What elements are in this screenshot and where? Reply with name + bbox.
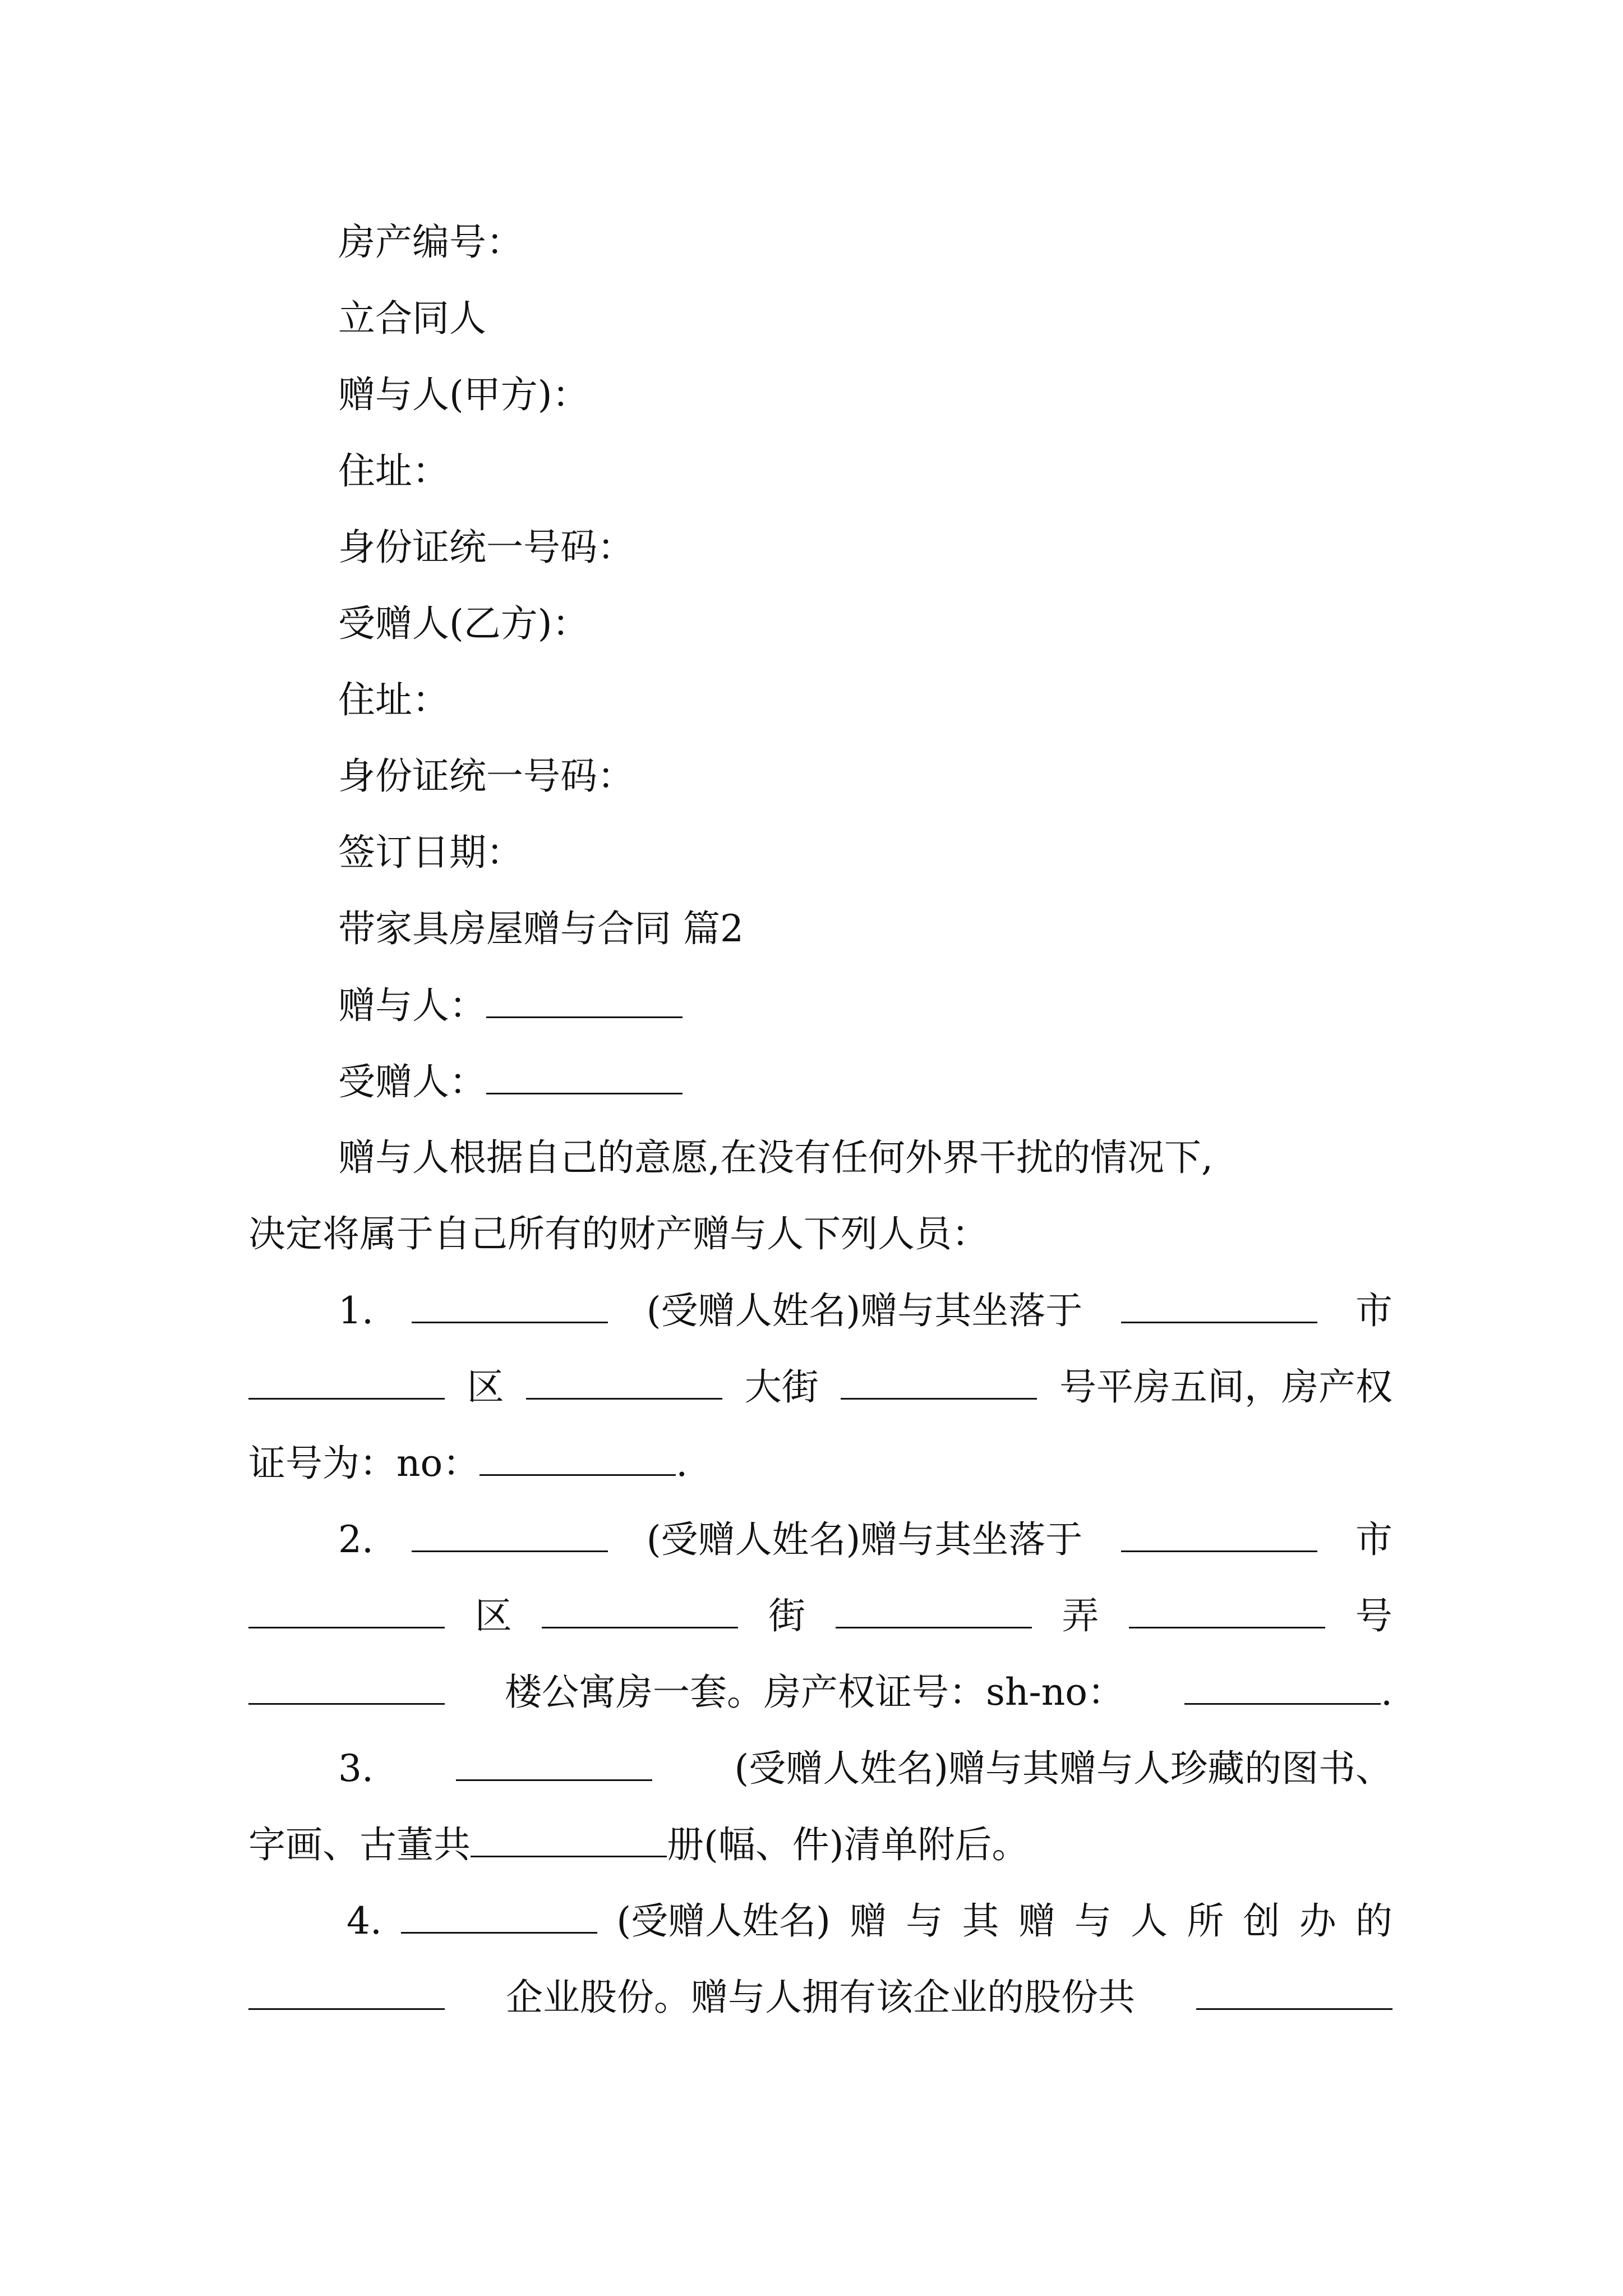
- item1-line-1: [338, 1288, 1393, 1333]
- item3-text-2b: 册(幅、件)清单附后。: [667, 1823, 1029, 1866]
- item2-end: .: [1381, 1671, 1393, 1714]
- item3-count-blank: [471, 1822, 667, 1857]
- item2-cert-blank: [1184, 1669, 1381, 1705]
- item1-line-3: [248, 1441, 688, 1486]
- item1-number-text: 号平房五间，房产权: [1059, 1365, 1393, 1409]
- item4-char-7: 人: [1131, 1899, 1168, 1943]
- item4-char-3: 与: [906, 1899, 943, 1943]
- item2-house-number: 号: [1355, 1594, 1393, 1637]
- section-title: 带家具房屋赠与合同 篇2: [338, 907, 744, 950]
- item2-lane: 弄: [1062, 1594, 1099, 1637]
- item2-street-blank: [542, 1593, 738, 1628]
- item4-char-5: 赠: [1018, 1899, 1055, 1943]
- item3-name-blank: [456, 1746, 652, 1781]
- item2-city: 市: [1355, 1518, 1393, 1561]
- donee-party-b-line: 受赠人(乙方)：: [338, 602, 589, 645]
- item2-name-blank: [412, 1517, 608, 1552]
- item1-district: 区: [467, 1365, 504, 1409]
- item4-char-11: 的: [1355, 1899, 1393, 1943]
- item4-char-10: 办: [1299, 1899, 1336, 1943]
- item1-end: .: [676, 1442, 688, 1485]
- item1-line-2: [248, 1364, 1393, 1410]
- item4-number: 4.: [347, 1899, 382, 1943]
- item3-number: 3.: [338, 1747, 374, 1790]
- item2-district: 区: [474, 1594, 512, 1637]
- item2-building-text: 楼公寓房一套。房产权证号：sh-no：: [505, 1671, 1124, 1714]
- intro-line-2: 决定将属于自己所有的财产赠与人下列人员：: [248, 1212, 989, 1255]
- item1-cert-label: 证号为：no：: [248, 1442, 480, 1485]
- donee-label: 受赠人：: [338, 1060, 486, 1103]
- item2-lane-blank: [836, 1593, 1032, 1628]
- item2-street: 街: [768, 1594, 806, 1637]
- item4-text-2: 企业股份。赠与人拥有该企业的股份共: [506, 1976, 1135, 2019]
- item2-line-3: [248, 1669, 1393, 1715]
- item3-text-2a: 字画、古董共: [248, 1823, 471, 1866]
- item1-number-blank: [841, 1364, 1037, 1400]
- item2-city-blank: [1121, 1517, 1317, 1552]
- item3-text: (受赠人姓名)赠与其赠与人珍藏的图书、: [734, 1747, 1393, 1790]
- donor-party-a-line: 赠与人(甲方)：: [338, 373, 589, 416]
- item2-number: 2.: [338, 1518, 374, 1561]
- donor-blank: [486, 983, 683, 1018]
- donee-id-line: 身份证统一号码：: [338, 754, 634, 798]
- property-number-line: 房产编号：: [338, 220, 523, 264]
- item1-cert-blank: [479, 1441, 676, 1476]
- donor-id-line: 身份证统一号码：: [338, 526, 634, 569]
- sign-date-line: 签订日期：: [338, 831, 523, 874]
- item2-building-blank: [248, 1669, 445, 1705]
- item4-char-9: 创: [1243, 1899, 1280, 1943]
- item4-line-2: [248, 1975, 1393, 2020]
- donor-label: 赠与人：: [338, 984, 486, 1027]
- item4-text-1: (受赠人姓名): [616, 1899, 831, 1943]
- item4-char-2: 赠: [850, 1899, 887, 1943]
- donee-address-line: 住址：: [338, 678, 449, 721]
- item3-line-1: [338, 1746, 1393, 1791]
- item1-street: 大街: [744, 1365, 819, 1409]
- item1-district-blank: [248, 1364, 445, 1400]
- item2-line-1: [338, 1517, 1393, 1562]
- item4-char-4: 其: [962, 1899, 999, 1943]
- item4-shares-blank: [1196, 1975, 1393, 2010]
- contract-parties-line: 立合同人: [338, 297, 486, 340]
- item1-recipient-text: (受赠人姓名)赠与其坐落于: [646, 1289, 1083, 1332]
- donor-line: [338, 983, 683, 1028]
- item4-line-1: [347, 1898, 1393, 1944]
- donee-blank: [486, 1059, 683, 1094]
- item1-city-blank: [1121, 1288, 1317, 1323]
- item4-name-blank: [401, 1898, 597, 1934]
- item4-company-blank: [248, 1975, 445, 2010]
- item2-line-2: [248, 1593, 1393, 1639]
- intro-line-1: 赠与人根据自己的意愿,在没有任何外界干扰的情况下,: [338, 1136, 1213, 1179]
- donor-address-line: 住址：: [338, 449, 449, 493]
- item3-line-2: [248, 1822, 1029, 1867]
- item2-recipient-text: (受赠人姓名)赠与其坐落于: [646, 1518, 1083, 1561]
- item4-char-6: 与: [1074, 1899, 1112, 1943]
- item1-number: 1.: [338, 1289, 374, 1332]
- donee-line: [338, 1059, 683, 1105]
- item1-city: 市: [1355, 1289, 1393, 1332]
- item1-name-blank: [412, 1288, 608, 1323]
- item2-house-blank: [1129, 1593, 1325, 1628]
- item2-district-blank: [248, 1593, 445, 1628]
- item1-street-blank: [526, 1364, 722, 1400]
- item2-cert-group: [1184, 1669, 1393, 1715]
- item4-char-8: 所: [1187, 1899, 1224, 1943]
